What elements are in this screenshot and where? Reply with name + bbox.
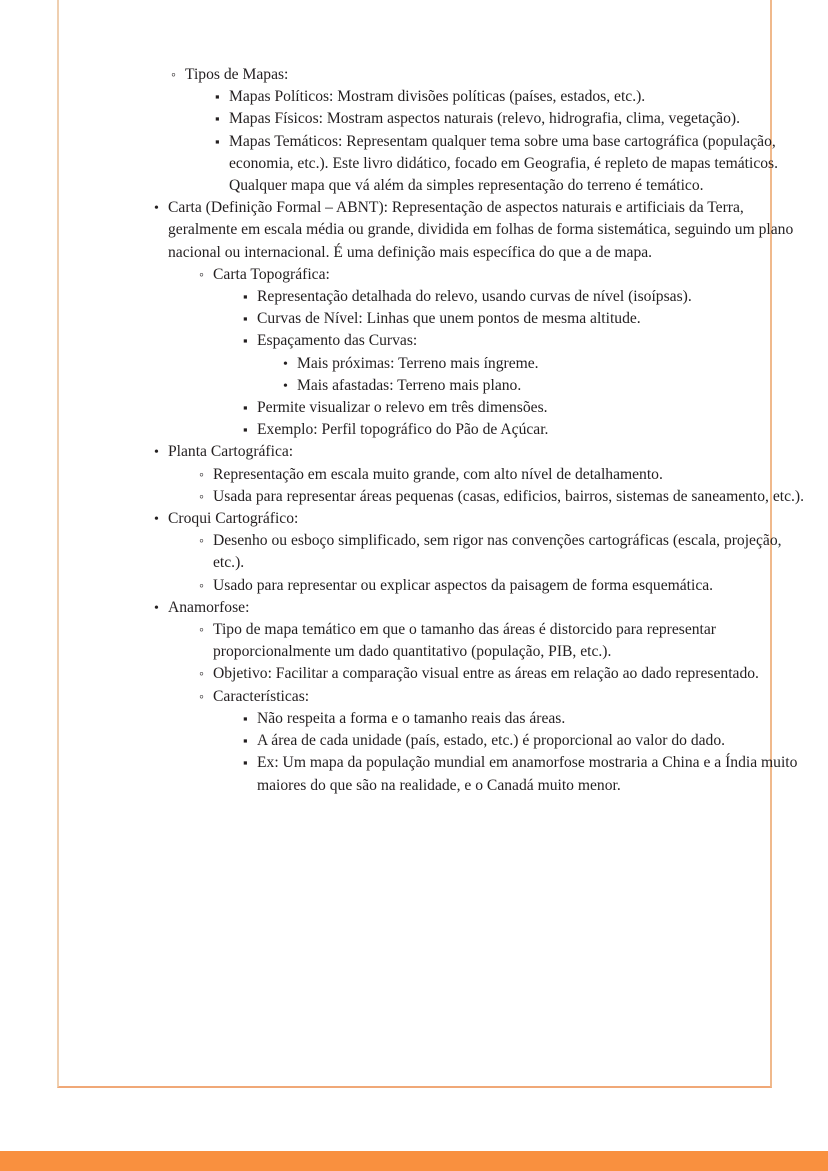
list-item bbox=[199, 575, 812, 597]
square-bullet-icon bbox=[215, 86, 226, 108]
item-mapas-fisicos: Mapas Físicos: Mostram aspectos naturais (relevo, hidrografia, clima, vegetação). bbox=[229, 110, 740, 128]
list-item bbox=[154, 508, 812, 597]
item-mapas-politicos: Mapas Políticos: Mostram divisões políticas (países, estados, etc.). bbox=[229, 88, 646, 106]
bottom-accent-bar bbox=[0, 1151, 828, 1171]
list-item bbox=[199, 663, 812, 685]
circle-bullet-icon bbox=[199, 619, 210, 642]
list-item bbox=[154, 441, 812, 508]
disc-bullet-icon bbox=[154, 441, 165, 464]
circle-bullet-icon bbox=[199, 264, 210, 287]
list-item bbox=[215, 108, 812, 130]
list-item bbox=[243, 397, 812, 419]
square-bullet-icon bbox=[215, 108, 226, 130]
document-body bbox=[140, 64, 812, 797]
list-item bbox=[215, 86, 812, 108]
disc-bullet-icon bbox=[283, 353, 294, 376]
square-bullet-icon bbox=[243, 752, 254, 774]
list-item bbox=[199, 486, 812, 508]
outline-level-1 bbox=[140, 197, 812, 796]
disc-bullet-icon bbox=[154, 197, 165, 220]
item-mais-proximas: Mais próximas: Terreno mais íngreme. bbox=[297, 354, 539, 372]
circle-bullet-icon bbox=[199, 575, 210, 598]
outline-level-2-carta bbox=[199, 264, 812, 442]
heading-tipos-de-mapas: Tipos de Mapas: bbox=[185, 66, 289, 83]
list-item bbox=[243, 708, 812, 730]
square-bullet-icon bbox=[243, 730, 254, 752]
heading-carta-topografica: Carta Topográfica: bbox=[213, 265, 330, 283]
item-desenho-simplificado: Desenho ou esboço simplificado, sem rigor nas convenções cartográficas (escala, projeção, etc.). bbox=[213, 532, 782, 572]
item-areas-pequenas: Usada para representar áreas pequenas (casas, edificios, bairros, sistemas de saneamento, etc.). bbox=[213, 487, 805, 505]
list-item bbox=[243, 419, 812, 441]
outline-level-2-anamorfose bbox=[199, 619, 812, 797]
circle-bullet-icon bbox=[199, 486, 210, 509]
square-bullet-icon bbox=[243, 330, 254, 352]
disc-bullet-icon bbox=[283, 375, 294, 398]
list-item bbox=[215, 131, 812, 198]
square-bullet-icon bbox=[243, 419, 254, 441]
list-item bbox=[283, 375, 812, 397]
square-bullet-icon bbox=[243, 308, 254, 330]
list-item bbox=[243, 308, 812, 330]
disc-bullet-icon bbox=[154, 508, 165, 531]
outline-level-3-caracteristicas bbox=[243, 708, 812, 797]
list-item bbox=[199, 264, 812, 442]
item-exemplo-pao-de-acucar: Exemplo: Perfil topográfico do Pão de Açúcar. bbox=[257, 421, 549, 439]
outline-level-2-croqui bbox=[199, 530, 812, 597]
circle-bullet-icon bbox=[199, 530, 210, 553]
heading-croqui-cartografico: Croqui Cartográfico: bbox=[168, 510, 299, 528]
item-nao-respeita-forma: Não respeita a forma e o tamanho reais das áreas. bbox=[257, 709, 566, 727]
heading-carta: Carta (Definição Formal – ABNT): Representação de aspectos naturais e artificiais da Terra, geralmente em escala média ou grande, dividida em folhas de forma sistemática, seguindo um plano nacional ou internacional. É uma definição mais específica do que a de mapa. bbox=[168, 199, 794, 261]
item-representacao-relevo: Representação detalhada do relevo, usando curvas de nível (isoípsas). bbox=[257, 288, 692, 306]
outline-level-2-planta bbox=[199, 464, 812, 508]
outline-level-2-tipos-de-mapas bbox=[171, 64, 812, 197]
square-bullet-icon bbox=[243, 708, 254, 730]
item-curvas-de-nivel: Curvas de Nível: Linhas que unem pontos de mesma altitude. bbox=[257, 310, 641, 328]
content-frame bbox=[57, 0, 805, 1088]
square-bullet-icon bbox=[243, 286, 254, 308]
item-tipo-de-mapa-tematico: Tipo de mapa temático em que o tamanho das áreas é distorcido para representar proporcionalmente um dado quantitativo (população, PIB, etc.). bbox=[213, 621, 717, 661]
item-area-proporcional: A área de cada unidade (país, estado, etc.) é proporcional ao valor do dado. bbox=[257, 732, 726, 750]
outline-level-3-carta-topografica bbox=[243, 286, 812, 441]
list-item bbox=[154, 597, 812, 797]
heading-espacamento-das-curvas: Espaçamento das Curvas: bbox=[257, 332, 418, 350]
item-escala-muito-grande: Representação em escala muito grande, com alto nível de detalhamento. bbox=[213, 465, 663, 483]
item-mais-afastadas: Mais afastadas: Terreno mais plano. bbox=[297, 376, 522, 394]
circle-bullet-icon bbox=[171, 64, 182, 87]
list-item bbox=[243, 286, 812, 308]
list-item bbox=[243, 330, 812, 397]
list-item bbox=[199, 619, 812, 663]
list-item bbox=[171, 64, 812, 197]
heading-caracteristicas: Características: bbox=[213, 687, 310, 705]
heading-planta-cartografica: Planta Cartográfica: bbox=[168, 443, 294, 461]
list-item bbox=[199, 464, 812, 486]
circle-bullet-icon bbox=[199, 464, 210, 487]
square-bullet-icon bbox=[243, 397, 254, 419]
square-bullet-icon bbox=[215, 131, 226, 153]
outline-level-4-espacamento bbox=[283, 353, 812, 397]
circle-bullet-icon bbox=[199, 663, 210, 686]
outline-level-3-tipos-de-mapas bbox=[215, 86, 812, 197]
item-exemplo-populacao-mundial: Ex: Um mapa da população mundial em anamorfose mostraria a China e a Índia muito maiores do que são na realidade, e o Canadá muito menor. bbox=[257, 754, 798, 794]
list-item bbox=[243, 730, 812, 752]
item-objetivo: Objetivo: Facilitar a comparação visual entre as áreas em relação ao dado representado. bbox=[213, 665, 759, 683]
list-item bbox=[199, 686, 812, 797]
list-item bbox=[199, 530, 812, 574]
list-item bbox=[243, 752, 812, 796]
item-mapas-tematicos: Mapas Temáticos: Representam qualquer tema sobre uma base cartográfica (população, economia, etc.). Este livro didático, focado em Geografia, é repleto de mapas temáticos. Qualquer mapa que vá além da simples representação do terreno é temático. bbox=[229, 132, 779, 195]
heading-anamorfose: Anamorfose: bbox=[168, 598, 250, 616]
list-item bbox=[154, 197, 812, 441]
circle-bullet-icon bbox=[199, 686, 210, 709]
list-item bbox=[283, 353, 812, 375]
disc-bullet-icon bbox=[154, 597, 165, 620]
item-explicar-paisagem: Usado para representar ou explicar aspectos da paisagem de forma esquemática. bbox=[213, 576, 714, 594]
item-permite-visualizar: Permite visualizar o relevo em três dimensões. bbox=[257, 399, 548, 417]
